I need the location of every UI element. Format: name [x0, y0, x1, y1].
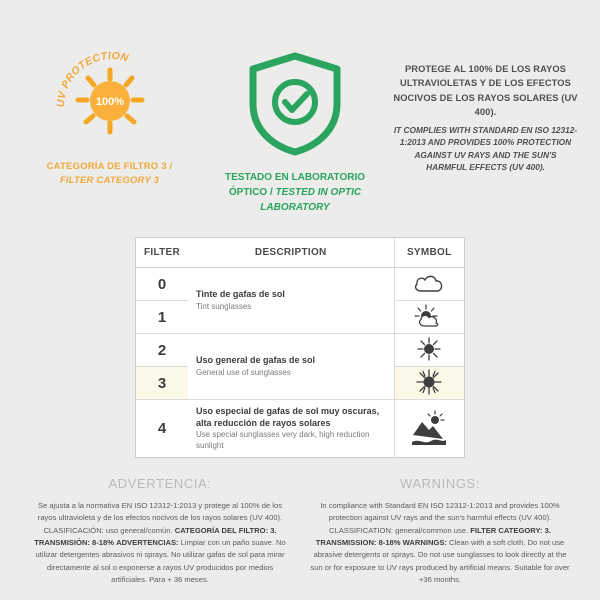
- header-description: DESCRIPTION: [188, 238, 394, 268]
- description-en: General use of sunglasses: [196, 367, 291, 377]
- warnings-title-es: ADVERTENCIA:: [108, 476, 212, 492]
- description-cell: [188, 268, 394, 334]
- uv-caption-en: FILTER CATEGORY 3: [59, 174, 160, 186]
- symbol-cloud-icon: [394, 268, 464, 301]
- sun-icon: [50, 48, 170, 148]
- uv-protection-badge: [22, 48, 197, 188]
- lab-caption: [210, 170, 380, 215]
- description-en: Tint sunglasses: [196, 301, 252, 311]
- warnings-spanish: [29, 476, 291, 586]
- warnings-es-p3-label: ADVERTENCIAS:: [116, 538, 179, 548]
- svg-text:UV PROTECTION: UV PROTECTION: [54, 49, 130, 108]
- table-row: [136, 400, 464, 458]
- warnings-en-p1: In compliance with Standard EN ISO 12312-1:2013 and provides 100% protection against UV rays and the sun's harmful effects (UV 400). CLASSIFICATION: general/common use.: [320, 501, 560, 535]
- description-cell: [188, 334, 394, 400]
- protection-statement: [393, 48, 578, 173]
- uv-caption: [22, 160, 197, 188]
- warnings-en-p3: Clean with a soft cloth. Do not use abrasive detergents or sprays. Do not use sunglasses to look directly at the sun or for exposure to UV rays produced by artificial means. Suitable for over +36 months.: [310, 538, 570, 584]
- table-header-row: [136, 238, 464, 268]
- filter-number: 3: [136, 367, 188, 400]
- lab-caption-es: TESTADO EN LABORATORIO ÓPTICO /: [225, 172, 365, 198]
- symbol-sun-behind-cloud-icon: [394, 301, 464, 334]
- description-en: Use special sunglasses very dark, high reduction sunlight: [196, 430, 370, 450]
- svg-text:100%: 100%: [95, 96, 124, 108]
- warnings-title-en: WARNINGS:: [399, 476, 481, 492]
- warnings-body-es: [29, 500, 291, 586]
- warnings-es-p1: Se ajusta a la normativa EN ISO 12312-1:2013 y protege al 100% de los rayos ultravioleta y de los efectos nocivos de los rayos solares (UV 400). CLASIFICACIÓN: uso general/común.: [37, 501, 283, 535]
- filter-category-table: [135, 237, 465, 458]
- protection-statement-es: PROTEGE AL 100% DE LOS RAYOS ULTRAVIOLETAS Y DE LOS EFECTOS NOCIVOS DE LOS RAYOS SOLARES (UV 400).: [393, 64, 578, 118]
- lab-tested-badge: [210, 48, 380, 215]
- warnings-body-en: [309, 500, 571, 586]
- filter-number: 1: [136, 301, 188, 334]
- warnings-en-p2: FILTER CATEGORY: 3. TRANSMISSION: 8-18%: [315, 525, 551, 548]
- warnings-section: [0, 458, 600, 586]
- symbol-bright-sun-icon: [394, 367, 464, 400]
- symbol-mountain-sun-icon: [394, 400, 464, 458]
- warnings-english: [309, 476, 571, 586]
- warnings-es-p2: CATEGORÍA DEL FILTRO: 3. TRANSMISIÓN: 8-18%: [34, 525, 277, 548]
- table-row: [136, 268, 464, 301]
- filter-number: 4: [136, 400, 188, 458]
- description-es: Uso especial de gafas de sol muy oscuras, alta reducción de rayos solares: [196, 406, 380, 428]
- table-row: [136, 334, 464, 367]
- filter-number: 0: [136, 268, 188, 301]
- symbol-sun-rays-icon: [394, 334, 464, 367]
- shield-check-icon: [245, 52, 345, 156]
- description-es: Uso general de gafas de sol: [196, 354, 316, 365]
- lab-caption-en: TESTED IN OPTIC LABORATORY: [260, 187, 362, 213]
- description-es: Tinte de gafas de sol: [196, 288, 285, 299]
- warnings-en-p3-label: WARNINGS:: [402, 538, 447, 548]
- warnings-es-p3: Limpiar con un paño suave. No utilizar detergentes abrasivos ni sprays. No utilizar gafas de sol para mirar directamente al sol o exponerse a rayos UV producidos por medios artificiales. Para + 36 meses.: [35, 538, 286, 584]
- protection-statement-en: IT COMPLIES WITH STANDARD EN ISO 12312-1:2013 AND PROVIDES 100% PROTECTION AGAINST UV RAYS AND THE SUN'S HARMFUL EFFECTS (UV 400).: [393, 124, 578, 172]
- top-badges-row: [0, 0, 600, 215]
- description-cell: [188, 400, 394, 458]
- filter-number: 2: [136, 334, 188, 367]
- uv-caption-es: CATEGORÍA DE FILTRO 3 /: [46, 161, 173, 172]
- header-symbol: SYMBOL: [394, 238, 464, 268]
- header-filter: FILTER: [136, 238, 188, 268]
